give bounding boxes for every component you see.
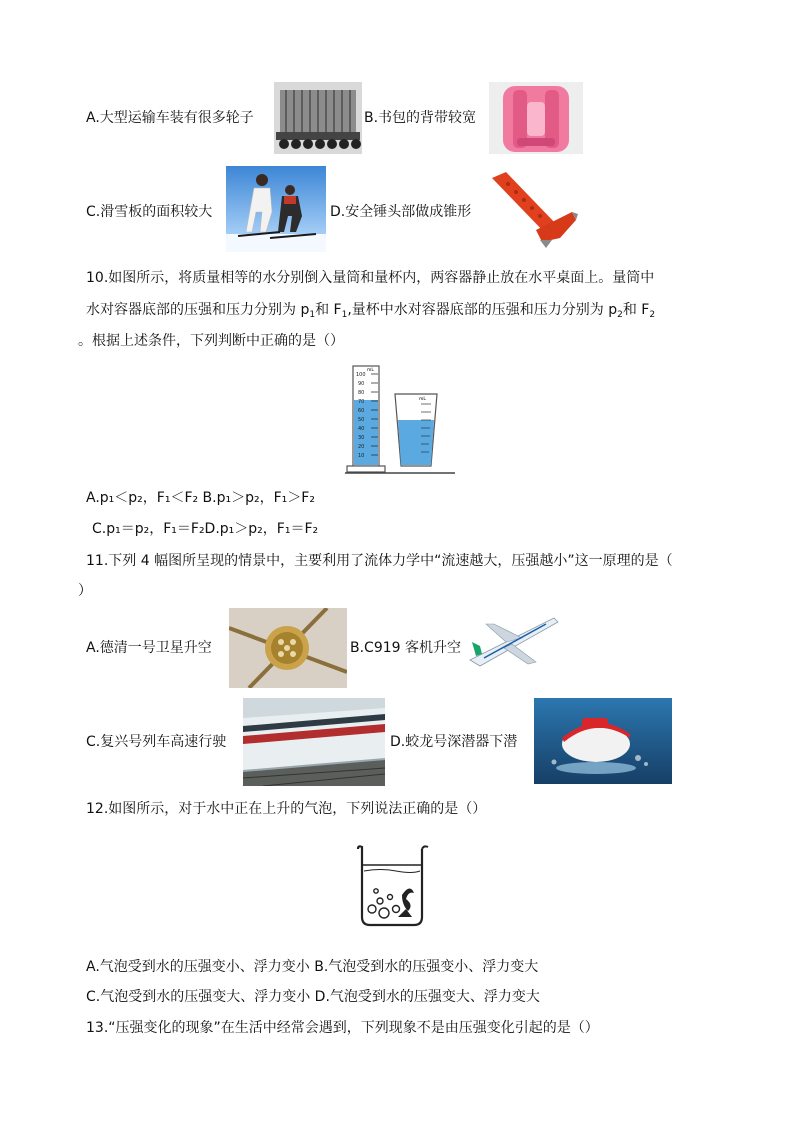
q10-stem-line3: 。根据上述条件，下列判断中正确的是（） <box>78 333 344 349</box>
skiers-photo <box>226 166 326 252</box>
q10-options-row1: A.p₁＜p₂，F₁＜F₂ B.p₁＞p₂，F₁＞F₂ <box>86 490 315 506</box>
q11-option-a: A.德清一号卫星升空 <box>86 640 212 656</box>
cylinder-tick: 90 <box>358 381 365 387</box>
q10-stem-line1: 10.如图所示，将质量相等的水分别倒入量筒和量杯内，两容器静止放在水平桌面上。量筒中 <box>86 270 655 286</box>
cylinder-tick: 70 <box>358 399 365 405</box>
q9-option-a: A.大型运输车装有很多轮子 <box>86 110 254 126</box>
q10-options-row2: C.p₁＝p₂，F₁＝F₂D.p₁＞p₂，F₁＝F₂ <box>92 521 319 537</box>
schoolbag-photo <box>489 82 583 154</box>
c919-airplane-photo <box>466 610 560 674</box>
q11-stem-line1: 11.下列 4 幅图所呈现的情景中，主要利用了流体力学中“流速越大，压强越小”这一原理的是（ <box>86 553 673 569</box>
bubble-beaker-sketch <box>350 843 434 927</box>
safety-hammer-photo <box>486 168 578 252</box>
cylinder-tick: 30 <box>358 435 365 441</box>
q11-option-c: C.复兴号列车高速行驶 <box>86 734 227 750</box>
q9-option-d: D.安全锤头部做成锥形 <box>330 204 472 220</box>
cylinder-and-beaker-figure <box>345 360 455 478</box>
cylinder-tick: 20 <box>358 444 365 450</box>
jiaolong-submersible-photo <box>534 698 672 784</box>
q11-option-b: B.C919 客机升空 <box>350 640 462 656</box>
cylinder-tick: 10 <box>358 453 365 459</box>
cylinder-tick: 80 <box>358 390 365 396</box>
q9-option-b: B.书包的背带较宽 <box>364 110 477 126</box>
q12-options-row1: A.气泡受到水的压强变小、浮力变小 B.气泡受到水的压强变小、浮力变大 <box>86 959 539 975</box>
cylinder-unit: mL <box>367 368 374 373</box>
q9-option-c: C.滑雪板的面积较大 <box>86 204 213 220</box>
cylinder-tick: 40 <box>358 426 365 432</box>
cylinder-tick: 60 <box>358 408 365 414</box>
q10-stem-line2: 水对容器底部的压强和压力分别为 $p_1$和 $F_1$,量杯中水对容器底部的压强和压力分别为 $p_2$和 $F_2$ <box>86 302 656 320</box>
q12-stem: 12.如图所示，对于水中正在上升的气泡，下列说法正确的是（） <box>86 801 487 817</box>
q11-option-d: D.蛟龙号深潜器下潜 <box>390 734 518 750</box>
q11-stem-line2: ） <box>78 583 92 599</box>
truck-photo <box>274 82 362 154</box>
fuxing-train-photo <box>243 698 385 786</box>
satellite-photo <box>229 608 347 688</box>
q13-stem: 13.“压强变化的现象”在生活中经常会遇到，下列现象不是由压强变化引起的是（） <box>86 1020 599 1036</box>
beaker-unit: mL <box>419 397 426 402</box>
cylinder-tick: 100 <box>356 372 366 378</box>
q12-options-row2: C.气泡受到水的压强变大、浮力变小 D.气泡受到水的压强变大、浮力变大 <box>86 989 540 1005</box>
cylinder-tick: 50 <box>358 417 365 423</box>
